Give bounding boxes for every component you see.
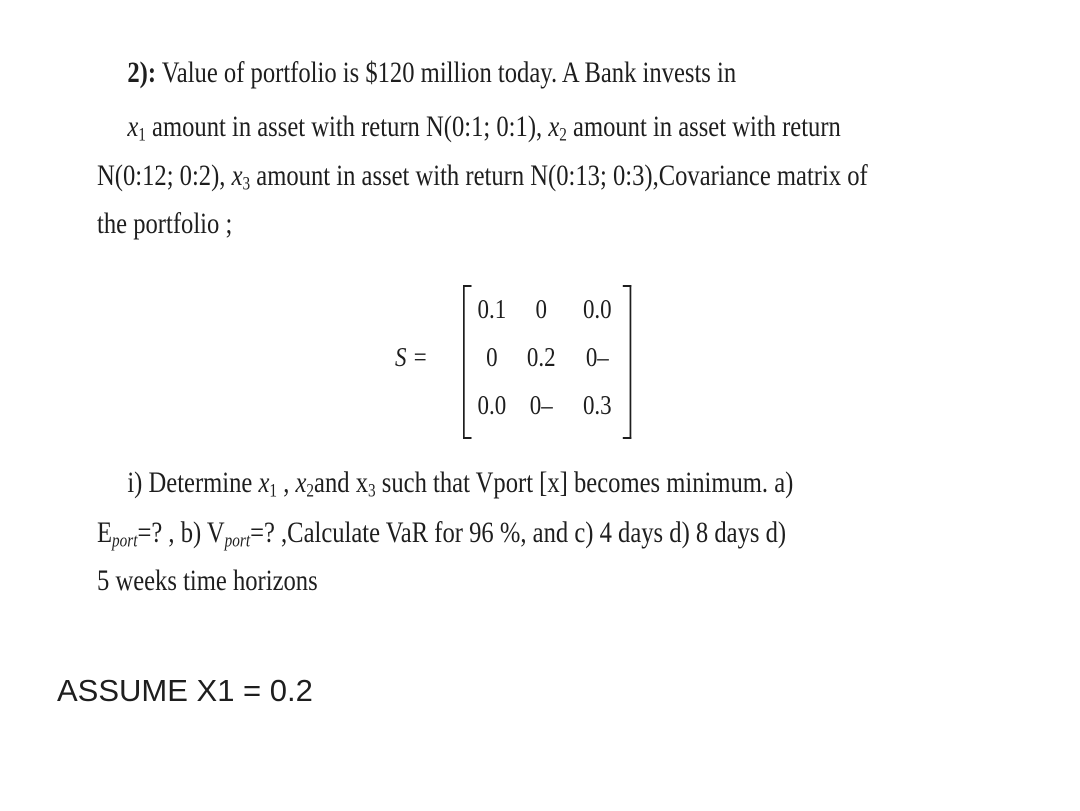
question-line-2-text-c: =? ,Calculate VaR for 96 %, and c) 4 days d) 8 days d) [250, 516, 787, 549]
matrix-cell-3-1: 0.0 [477, 390, 507, 420]
problem-line-4-text: the portfolio ; [97, 207, 233, 240]
problem-line-4 [97, 209, 232, 239]
var-x2: x [548, 110, 560, 143]
question-line-2 [97, 516, 787, 552]
question-line-2-v-sub: port [224, 530, 251, 552]
q-var-x1: x [258, 466, 270, 499]
matrix-label: S = [395, 342, 428, 372]
matrix-cell-2-3: 0– [585, 342, 609, 372]
matrix-cell-2-1: 0 [486, 342, 498, 372]
matrix-cell-2-2: 0.2 [526, 342, 556, 372]
matrix-cell-1-2: 0 [535, 294, 547, 324]
question-line-1-text-d: such that Vport [x] becomes minimum. a) [375, 466, 794, 499]
question-line-3-text: 5 weeks time horizons [97, 564, 318, 597]
problem-number: 2): [127, 56, 157, 89]
question-line-1 [127, 466, 794, 502]
question-line-1-text-b: , [277, 466, 296, 499]
question-line-2-e: E [97, 516, 113, 549]
problem-line-2-text-b: amount in asset with return [566, 110, 841, 143]
q-var-x2-sub: 2 [306, 480, 315, 502]
q-var-x2: x [295, 466, 307, 499]
assumption-note: ASSUME X1 = 0.2 [57, 673, 313, 708]
q-var-x3-sub: 3 [368, 480, 376, 502]
var-x1: x [127, 110, 139, 143]
matrix-cell-3-3: 0.3 [582, 390, 612, 420]
problem-line-3-text-a: N(0:12; 0:2), [97, 159, 232, 192]
var-x3-sub: 3 [242, 173, 251, 195]
problem-line-1-text: Value of portfolio is $120 million today. A Bank invests in [156, 56, 737, 89]
matrix-cell-3-2: 0– [529, 390, 553, 420]
problem-line-3-text-b: amount in asset with return N(0:13; 0:3),Covariance matrix of [250, 159, 868, 192]
question-line-3 [97, 566, 318, 596]
question-line-1-text-c: and x [314, 466, 369, 499]
matrix-cell-1-1: 0.1 [477, 294, 507, 324]
var-x1-sub: 1 [138, 124, 146, 146]
var-x2-sub: 2 [559, 124, 567, 146]
matrix-cell-1-3: 0.0 [582, 294, 612, 324]
question-line-2-text-b: =? , b) V [137, 516, 225, 549]
matrix-right-bracket [623, 285, 632, 439]
problem-line-2-text-a: amount in asset with return N(0:1; 0:1), [145, 110, 549, 143]
question-line-2-e-sub: port [112, 530, 138, 552]
problem-line-2 [127, 110, 841, 146]
q-var-x1-sub: 1 [269, 480, 278, 502]
problem-line-1 [127, 58, 736, 88]
var-x3: x [231, 159, 243, 192]
question-line-1-text-a: i) Determine [127, 466, 259, 499]
problem-line-3 [97, 159, 868, 195]
